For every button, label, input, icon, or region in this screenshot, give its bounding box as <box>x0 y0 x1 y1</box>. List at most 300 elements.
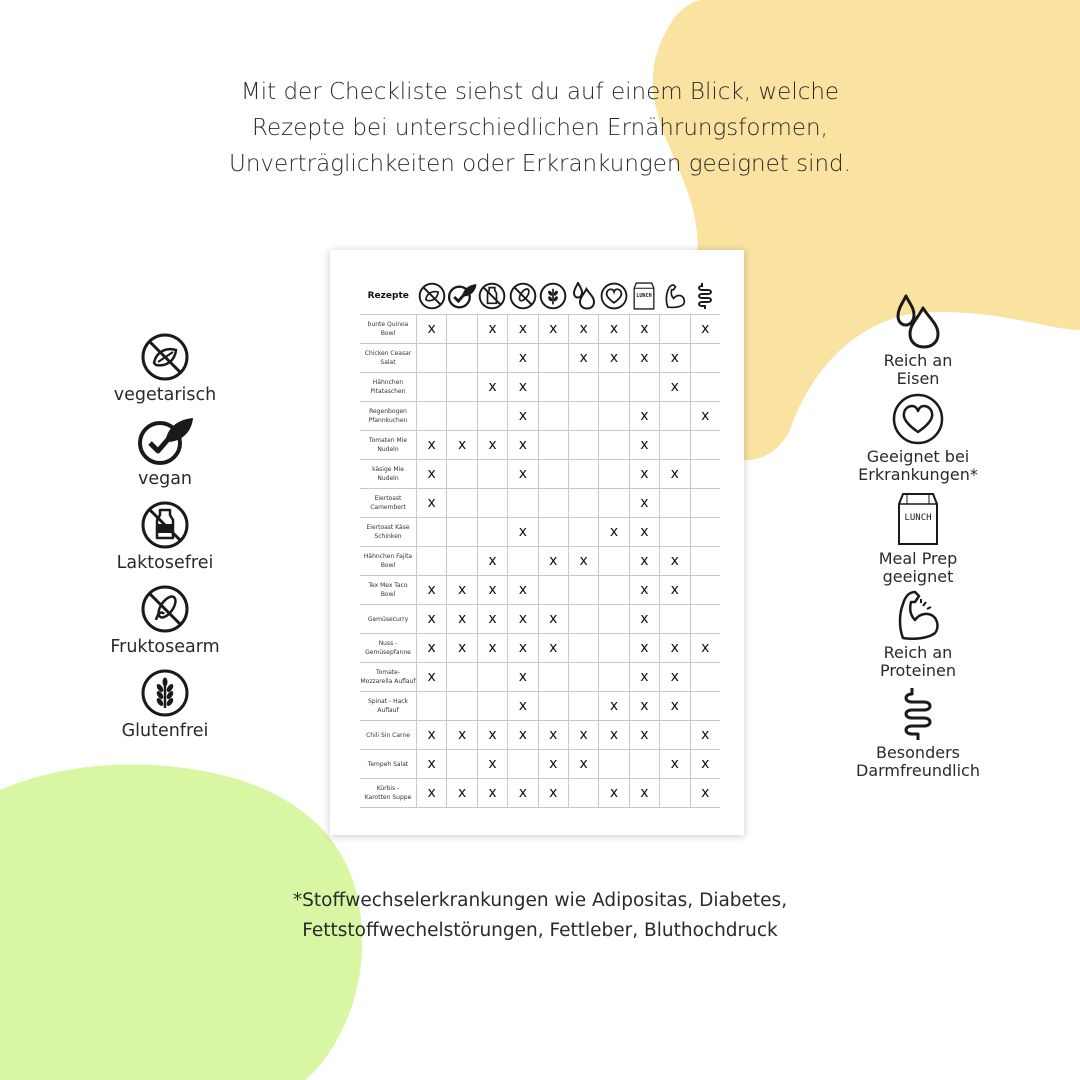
recipe-name-line: Pfannkuchen <box>368 417 408 424</box>
check-cell <box>690 692 720 721</box>
check-cell <box>568 779 598 808</box>
legend-item-gut <box>840 686 996 784</box>
check-cell: x <box>508 605 538 634</box>
check-cell <box>447 402 477 431</box>
check-cell: x <box>690 315 720 344</box>
check-cell <box>568 460 598 489</box>
check-cell <box>538 373 568 402</box>
check-cell: x <box>660 634 690 663</box>
check-cell <box>690 547 720 576</box>
check-cell: x <box>599 518 629 547</box>
recipe-name <box>360 721 417 750</box>
legend-label-line: Reich an <box>883 351 953 370</box>
check-cell <box>508 750 538 779</box>
legend-label <box>856 744 980 780</box>
check-cell <box>538 460 568 489</box>
check-cell <box>599 431 629 460</box>
col-gluten-free <box>538 278 568 315</box>
check-cell: x <box>447 634 477 663</box>
check-cell: x <box>447 721 477 750</box>
recipe-name <box>360 431 417 460</box>
check-cell: x <box>629 779 659 808</box>
legend-item-fructose-low <box>100 584 230 668</box>
legend-item-gluten-free <box>100 668 230 752</box>
check-cell: x <box>660 750 690 779</box>
check-cell <box>508 547 538 576</box>
check-cell <box>447 518 477 547</box>
legend-item-iron <box>840 294 996 392</box>
legend-item-lactose-free <box>100 500 230 584</box>
check-cell <box>477 402 507 431</box>
check-cell: x <box>508 431 538 460</box>
check-cell <box>690 518 720 547</box>
recipe-name-line: Tomate- <box>375 669 401 676</box>
legend-label: Glutenfrei <box>121 721 209 741</box>
check-cell: x <box>508 779 538 808</box>
check-cell <box>599 576 629 605</box>
legend-label-line: Eisen <box>896 369 940 388</box>
check-cell <box>690 460 720 489</box>
check-cell <box>568 692 598 721</box>
check-cell: x <box>660 576 690 605</box>
check-cell <box>447 489 477 518</box>
headline-line: Unverträglichkeiten oder Erkrankungen geeignet sind. <box>229 151 851 177</box>
footnote-line: *Stoffwechselerkrankungen wie Adipositas, Diabetes, <box>292 890 788 911</box>
recipe-name <box>360 634 417 663</box>
check-cell: x <box>477 315 507 344</box>
table-row <box>360 692 720 721</box>
legend-label <box>879 550 958 586</box>
check-cell: x <box>629 518 659 547</box>
lactose-free-icon <box>140 500 190 550</box>
check-cell <box>417 402 447 431</box>
recipe-name <box>360 750 417 779</box>
check-cell <box>568 605 598 634</box>
check-cell <box>447 315 477 344</box>
check-cell: x <box>599 721 629 750</box>
check-cell: x <box>477 721 507 750</box>
legend-label <box>884 352 953 388</box>
check-cell <box>568 373 598 402</box>
intestine-icon <box>898 686 938 742</box>
table-row <box>360 460 720 489</box>
recipe-name-line: Tempeh Salat <box>367 760 409 768</box>
check-cell: x <box>568 721 598 750</box>
check-cell <box>417 692 447 721</box>
intestine-icon <box>695 282 715 310</box>
check-cell <box>538 431 568 460</box>
legend-label-line: Geeignet bei <box>866 447 970 466</box>
check-cell: x <box>477 576 507 605</box>
recipe-name-line: Bowl <box>380 562 396 569</box>
check-cell: x <box>417 721 447 750</box>
check-cell: x <box>568 344 598 373</box>
footnote-line: Fettstoffwechelstörungen, Fettleber, Bluthochdruck <box>302 920 778 941</box>
check-cell: x <box>690 721 720 750</box>
legend-label: vegetarisch <box>113 385 217 405</box>
recipe-name-line: Salat <box>380 359 396 366</box>
check-cell <box>477 663 507 692</box>
check-cell <box>599 605 629 634</box>
recipe-name-line: käsige Mie <box>372 466 404 473</box>
recipe-rows <box>360 315 720 808</box>
check-cell: x <box>508 576 538 605</box>
col-vegan <box>447 278 477 315</box>
col-protein <box>660 278 690 315</box>
recipe-name-line: Gemüsepfanne <box>365 649 411 656</box>
headline-line: Rezepte bei unterschiedlichen Ernährungsformen, <box>252 115 828 141</box>
recipe-name-line: Nuss - <box>378 640 398 647</box>
checklist-grid <box>360 278 720 808</box>
fructose-low-icon <box>509 282 537 310</box>
heart-icon <box>891 392 945 446</box>
check-cell: x <box>538 779 568 808</box>
check-cell: x <box>629 663 659 692</box>
check-cell: x <box>629 431 659 460</box>
recipe-name-line: Schinken <box>374 533 402 540</box>
check-cell: x <box>417 460 447 489</box>
legend-label-line: Besonders <box>875 743 960 762</box>
check-cell <box>599 373 629 402</box>
check-cell <box>538 692 568 721</box>
check-cell <box>477 518 507 547</box>
recipe-name-line: Tomaten Mie <box>368 437 408 444</box>
check-cell: x <box>599 779 629 808</box>
muscle-arm-icon <box>663 282 687 310</box>
table-row <box>360 576 720 605</box>
check-cell <box>660 518 690 547</box>
check-cell: x <box>508 315 538 344</box>
check-cell: x <box>477 750 507 779</box>
check-cell: x <box>690 750 720 779</box>
check-cell <box>447 547 477 576</box>
recipe-name-line: bunte Quinoa <box>367 321 409 328</box>
check-cell: x <box>568 547 598 576</box>
check-cell <box>690 489 720 518</box>
legend-label-line: Erkrankungen* <box>858 465 978 484</box>
col-fructose-low <box>508 278 538 315</box>
recipe-name <box>360 402 417 431</box>
legend-label-line: Meal Prep <box>878 549 958 568</box>
check-cell: x <box>629 344 659 373</box>
check-cell <box>690 373 720 402</box>
check-cell: x <box>568 750 598 779</box>
check-cell: x <box>417 663 447 692</box>
check-cell <box>568 663 598 692</box>
check-cell <box>417 373 447 402</box>
recipe-name <box>360 344 417 373</box>
recipe-name <box>360 460 417 489</box>
headline <box>140 74 940 182</box>
check-cell: x <box>508 402 538 431</box>
check-cell: x <box>568 315 598 344</box>
check-cell: x <box>447 779 477 808</box>
check-cell: x <box>599 344 629 373</box>
col-vegetarian <box>417 278 447 315</box>
col-gut <box>690 278 720 315</box>
check-cell: x <box>629 692 659 721</box>
gluten-free-icon <box>539 282 567 310</box>
table-row <box>360 402 720 431</box>
check-cell: x <box>629 576 659 605</box>
table-row <box>360 663 720 692</box>
table-row <box>360 431 720 460</box>
check-cell: x <box>417 634 447 663</box>
lunch-bag-icon <box>893 490 943 548</box>
recipe-name-line: Eiertoast <box>374 495 402 502</box>
check-cell: x <box>538 750 568 779</box>
headline-line: Mit der Checkliste siehst du auf einem Blick, welche <box>240 79 840 105</box>
check-cell <box>417 518 447 547</box>
check-cell <box>477 692 507 721</box>
check-cell: x <box>477 605 507 634</box>
legend-label <box>858 448 978 484</box>
table-row <box>360 315 720 344</box>
check-cell <box>629 373 659 402</box>
check-cell: x <box>538 721 568 750</box>
table-row <box>360 489 720 518</box>
check-cell: x <box>417 779 447 808</box>
check-cell: x <box>538 605 568 634</box>
table-row <box>360 779 720 808</box>
check-cell <box>508 489 538 518</box>
check-cell <box>690 663 720 692</box>
check-cell: x <box>477 779 507 808</box>
recipe-name <box>360 547 417 576</box>
check-cell <box>690 576 720 605</box>
header-label: Rezepte <box>360 278 417 315</box>
check-cell: x <box>660 663 690 692</box>
check-cell: x <box>660 373 690 402</box>
table-row <box>360 605 720 634</box>
check-cell: x <box>629 489 659 518</box>
recipe-name <box>360 315 417 344</box>
check-cell <box>538 663 568 692</box>
recipe-name <box>360 663 417 692</box>
check-cell: x <box>629 721 659 750</box>
recipe-name <box>360 373 417 402</box>
muscle-arm-icon <box>893 588 943 642</box>
check-cell: x <box>417 431 447 460</box>
legend-label: vegan <box>137 469 193 489</box>
check-cell <box>690 605 720 634</box>
legend-label: Laktosefrei <box>116 553 214 573</box>
checklist-table <box>360 278 720 808</box>
vegetarian-icon <box>418 282 446 310</box>
check-cell <box>447 344 477 373</box>
check-cell <box>447 373 477 402</box>
check-cell: x <box>629 460 659 489</box>
check-cell: x <box>477 634 507 663</box>
check-cell: x <box>538 547 568 576</box>
header-row <box>360 278 720 315</box>
recipe-name <box>360 518 417 547</box>
recipe-name-line: Hähnchen <box>372 379 404 386</box>
recipe-name-line: Tex Mex Taco <box>368 582 408 589</box>
check-cell: x <box>447 576 477 605</box>
check-cell <box>568 402 598 431</box>
recipe-name-line: Chili Sin Carne <box>366 731 410 739</box>
check-cell: x <box>447 605 477 634</box>
legend-label-line: Proteinen <box>879 661 957 680</box>
check-cell <box>599 402 629 431</box>
lunch-text: LUNCH <box>904 513 932 523</box>
check-cell <box>538 518 568 547</box>
col-lunch <box>629 278 659 315</box>
check-cell <box>538 576 568 605</box>
check-cell: x <box>629 315 659 344</box>
col-iron <box>568 278 598 315</box>
legend-label-line: Reich an <box>883 643 953 662</box>
recipe-name-line: Bowl <box>380 591 396 598</box>
legend-label-line: Darmfreundlich <box>856 761 980 780</box>
check-cell: x <box>599 315 629 344</box>
check-cell: x <box>629 605 659 634</box>
check-cell <box>568 431 598 460</box>
check-cell <box>629 750 659 779</box>
lunch-bag-icon <box>631 281 657 311</box>
check-cell <box>447 692 477 721</box>
check-cell: x <box>417 315 447 344</box>
recipe-name-line: Pitataschen <box>370 388 406 395</box>
legend-item-vegetarian <box>100 332 230 416</box>
footnote <box>140 886 940 946</box>
check-cell: x <box>477 373 507 402</box>
check-cell: x <box>417 489 447 518</box>
check-cell <box>599 750 629 779</box>
fructose-low-icon <box>140 584 190 634</box>
recipe-name-line: Camembert <box>370 504 406 511</box>
check-cell <box>599 547 629 576</box>
recipe-name-line: Mozzarella Auflauf <box>360 678 416 685</box>
check-cell <box>660 402 690 431</box>
table-row <box>360 721 720 750</box>
check-cell <box>599 634 629 663</box>
check-cell <box>690 344 720 373</box>
check-cell: x <box>508 692 538 721</box>
recipe-name-line: Kürbis - <box>376 785 400 792</box>
check-cell: x <box>629 634 659 663</box>
legend-item-lunch <box>840 490 996 588</box>
check-cell: x <box>660 692 690 721</box>
check-cell <box>599 663 629 692</box>
check-cell: x <box>690 779 720 808</box>
recipe-name-line: Hähnchen Fajita <box>363 553 413 560</box>
iron-drops-icon <box>892 294 944 350</box>
check-cell <box>417 547 447 576</box>
check-cell: x <box>690 634 720 663</box>
check-cell <box>417 344 447 373</box>
check-cell: x <box>417 576 447 605</box>
table-row <box>360 634 720 663</box>
check-cell: x <box>690 402 720 431</box>
recipe-name-line: Eiertoast Käse <box>366 524 410 531</box>
table-row <box>360 373 720 402</box>
table-row <box>360 547 720 576</box>
check-cell: x <box>660 547 690 576</box>
check-cell <box>599 489 629 518</box>
check-cell <box>477 460 507 489</box>
check-cell <box>568 576 598 605</box>
check-cell: x <box>417 605 447 634</box>
check-cell: x <box>508 518 538 547</box>
check-cell <box>690 431 720 460</box>
recipe-name-line: Karotten Suppe <box>364 794 412 801</box>
recipe-name-line: Nudeln <box>377 475 399 482</box>
check-cell: x <box>599 692 629 721</box>
check-cell <box>660 431 690 460</box>
check-cell <box>660 605 690 634</box>
vegan-icon <box>136 416 194 466</box>
col-lactose-free <box>477 278 507 315</box>
recipe-name-line: Bowl <box>380 330 396 337</box>
vegetarian-icon <box>140 332 190 382</box>
legend-item-vegan <box>100 416 230 500</box>
iron-drops-icon <box>571 282 597 310</box>
check-cell <box>660 315 690 344</box>
recipe-name-line: Spinat - Hack <box>367 698 409 705</box>
check-cell <box>477 489 507 518</box>
check-cell: x <box>660 460 690 489</box>
lactose-free-icon <box>478 282 506 310</box>
check-cell <box>538 402 568 431</box>
check-cell <box>568 518 598 547</box>
check-cell: x <box>629 402 659 431</box>
check-cell: x <box>477 431 507 460</box>
recipe-name-line: Gemüsecurry <box>367 615 409 623</box>
legend-item-protein <box>840 588 996 686</box>
legend-right <box>840 294 996 784</box>
check-cell <box>660 779 690 808</box>
vegan-icon <box>447 282 477 310</box>
table-row <box>360 518 720 547</box>
check-cell: x <box>508 634 538 663</box>
check-cell <box>447 663 477 692</box>
check-cell <box>660 721 690 750</box>
check-cell <box>568 489 598 518</box>
recipe-name-line: Auflauf <box>377 707 399 714</box>
heart-icon <box>600 282 628 310</box>
table-row <box>360 344 720 373</box>
table-row <box>360 750 720 779</box>
recipe-name-line: Chicken Ceasar <box>364 350 412 357</box>
check-cell: x <box>538 634 568 663</box>
check-cell <box>568 634 598 663</box>
check-cell: x <box>447 431 477 460</box>
check-cell: x <box>538 315 568 344</box>
lunch-text: LUNCH <box>636 293 653 300</box>
check-cell: x <box>508 663 538 692</box>
gluten-free-icon <box>140 668 190 718</box>
check-cell: x <box>417 750 447 779</box>
check-cell <box>447 750 477 779</box>
check-cell <box>477 344 507 373</box>
legend-item-heart <box>840 392 996 490</box>
col-heart <box>599 278 629 315</box>
check-cell <box>538 344 568 373</box>
recipe-name-line: Regenbogen <box>369 408 407 415</box>
check-cell <box>447 460 477 489</box>
check-cell: x <box>508 460 538 489</box>
check-cell: x <box>477 547 507 576</box>
legend-left <box>100 332 230 752</box>
legend-label: Fruktosearm <box>110 637 220 657</box>
legend-label <box>880 644 956 680</box>
check-cell: x <box>629 547 659 576</box>
legend-label-line: geeignet <box>882 567 954 586</box>
recipe-name <box>360 779 417 808</box>
check-cell <box>538 489 568 518</box>
